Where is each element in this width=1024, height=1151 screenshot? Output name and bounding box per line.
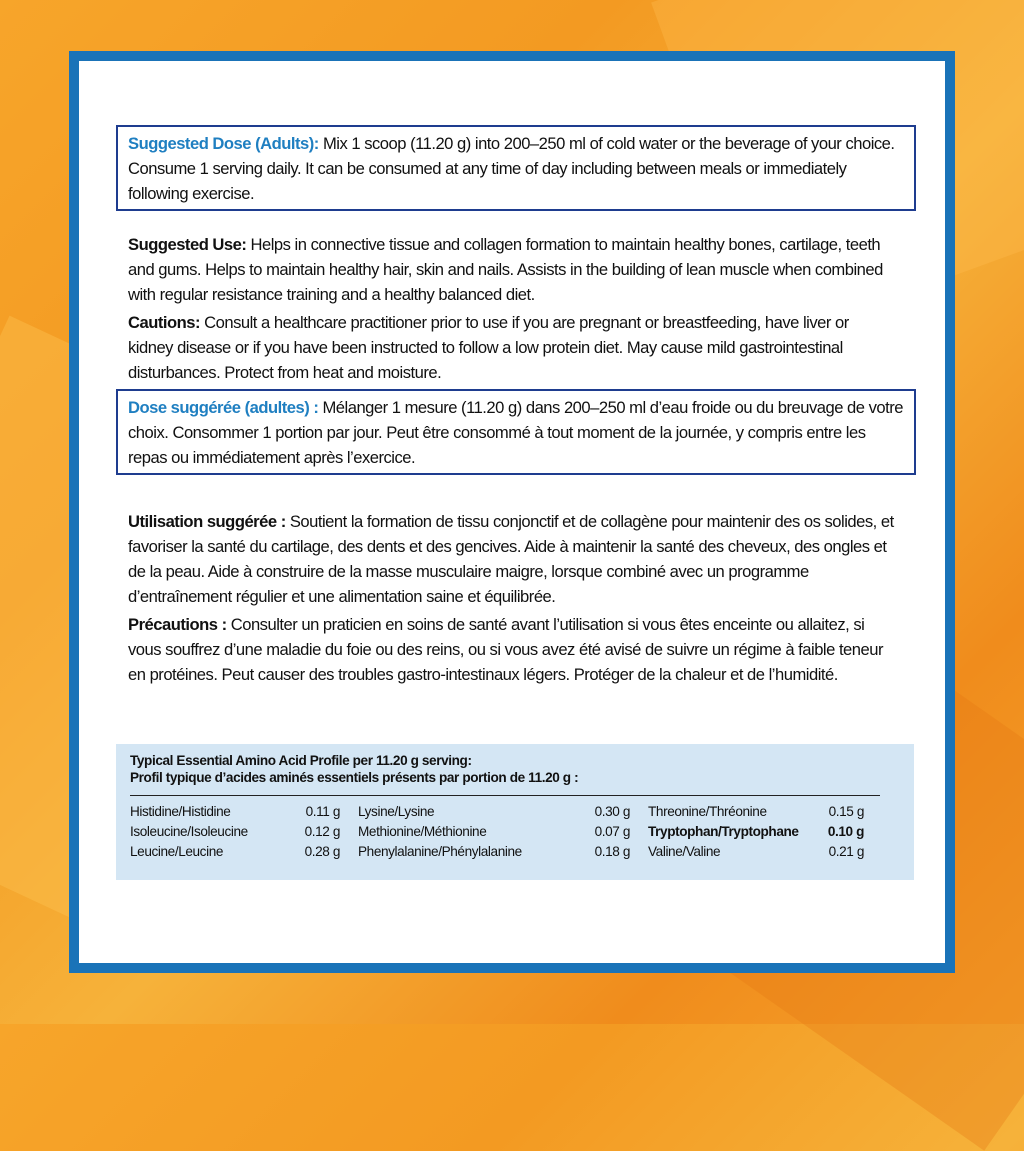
suggested-use-fr-heading: Utilisation suggérée : [128,512,286,531]
suggested-use-fr-text: Soutient la formation de tissu conjonctif et de collagène pour maintenir des os solides, et favoriser la santé du cartilage, des dents et des gencives. Aide à maintenir la santé des cheveux, des ongles et de la peau. Aide à construire de la masse musculaire maigre, lorsque combiné avec un programme d’entraînement régulier et une alimentation saine et équilibrée. [128,512,894,606]
suggested-use-en-text: Helps in connective tissue and collagen formation to maintain healthy bones, cartilage, teeth and gums. Helps to maintain healthy hair, skin and nails. Assists in the building of lean muscle when combined with regular resistance training and a healthy balanced diet. [128,235,883,304]
amino-column-1 [130,802,358,862]
amino-row [648,842,882,862]
cautions-en-heading: Cautions: [128,313,201,332]
amino-row [130,802,358,822]
amino-value: 0.21 g [828,844,864,859]
suggested-dose-fr [128,395,904,470]
suggested-dose-fr-box [116,389,916,475]
amino-row [358,822,648,842]
amino-value: 0.07 g [594,824,630,839]
suggested-dose-en [128,131,904,206]
amino-row [648,822,882,842]
amino-value: 0.15 g [828,804,864,819]
suggested-use-en-heading: Suggested Use: [128,235,247,254]
amino-name: Histidine/Histidine [130,804,231,819]
amino-name: Threonine/Thréonine [648,804,767,819]
amino-column-2 [358,802,648,862]
suggested-dose-en-heading: Suggested Dose (Adults): [128,134,319,153]
amino-title-en: Typical Essential Amino Acid Profile per 11.20 g serving: [130,753,472,768]
amino-name: Tryptophan/Tryptophane [648,824,799,839]
amino-value: 0.10 g [827,824,864,839]
amino-value: 0.30 g [594,804,630,819]
amino-name: Leucine/Leucine [130,844,224,859]
suggested-dose-en-text: Mix 1 scoop (11.20 g) into 200–250 ml of cold water or the beverage of your choice. Consume 1 serving daily. It can be consumed at any time of day including between meals or immediately following exercise. [128,134,895,203]
amino-name: Valine/Valine [648,844,721,859]
amino-row [358,842,648,862]
amino-column-3 [648,802,882,862]
cautions-en-text: Consult a healthcare practitioner prior to use if you are pregnant or breastfeeding, have liver or kidney disease or if you have been instructed to follow a low protein diet. May cause mild gastrointestinal disturbances. Protect from heat and moisture. [128,313,849,382]
amino-name: Methionine/Méthionine [358,824,487,839]
amino-value: 0.12 g [304,824,340,839]
amino-row [130,822,358,842]
suggested-use-en-section [128,232,896,385]
suggested-use-en [128,232,896,307]
amino-value: 0.28 g [304,844,340,859]
cautions-fr-heading: Précautions : [128,615,227,634]
amino-divider [130,795,880,796]
amino-name: Lysine/Lysine [358,804,435,819]
amino-value: 0.18 g [594,844,630,859]
amino-name: Phenylalanine/Phénylalanine [358,844,522,859]
suggested-use-fr [128,509,896,609]
amino-value: 0.11 g [305,804,340,819]
amino-acid-profile [116,744,914,880]
suggested-dose-en-box [116,125,916,211]
amino-row [358,802,648,822]
amino-title-fr: Profil typique d’acides aminés essentiels présents par portion de 11.20 g : [130,770,579,785]
suggested-use-fr-section [128,509,896,687]
cautions-fr [128,612,896,687]
suggested-dose-fr-text: Mélanger 1 mesure (11.20 g) dans 200–250 ml d’eau froide ou du breuvage de votre choix. Consommer 1 portion par jour. Peut être consommé à tout moment de la journée, y compris entre les repas ou immédiatement après l’exercice. [128,398,904,467]
amino-row [648,802,882,822]
amino-grid [130,802,898,862]
cautions-fr-text: Consulter un praticien en soins de santé avant l’utilisation si vous êtes enceinte ou allaitez, si vous souffrez d’une maladie du foie ou des reins, ou si vous avez été avisé de suivre un régime à faible teneur en protéines. Peut causer des troubles gastro-intestinaux légers. Protéger de la chaleur et de l’humidité. [128,615,884,684]
amino-row [130,842,358,862]
cautions-en [128,310,896,385]
amino-name: Isoleucine/Isoleucine [130,824,248,839]
suggested-dose-fr-heading: Dose suggérée (adultes) : [128,398,319,417]
